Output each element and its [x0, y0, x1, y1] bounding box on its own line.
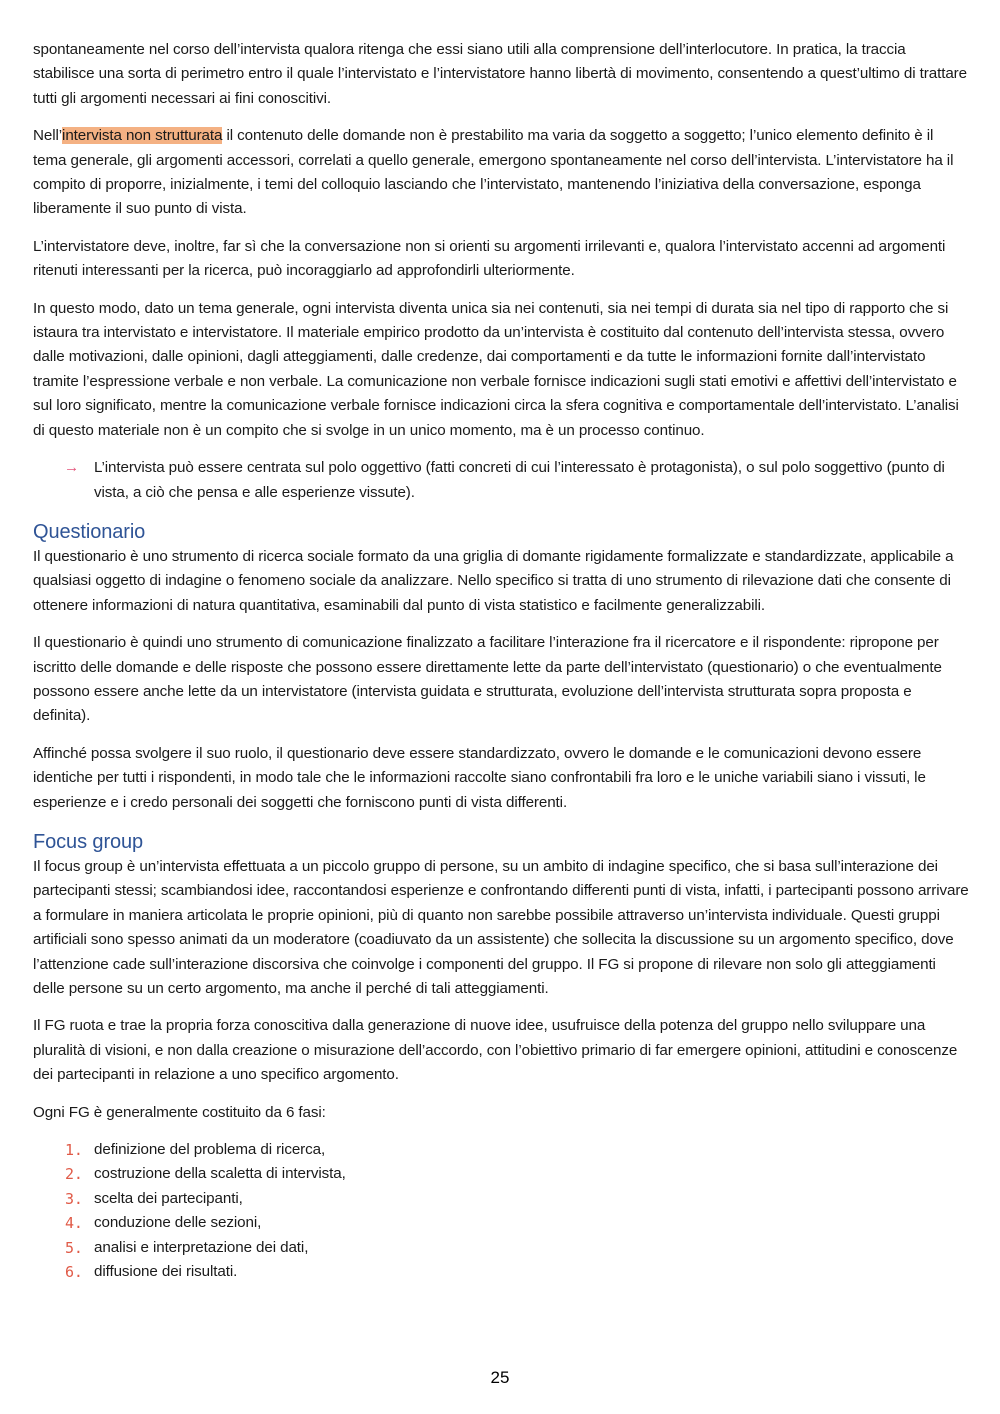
heading-focus-group: Focus group: [33, 830, 144, 853]
paragraph-tema-generale: In questo modo, dato un tema generale, ogni intervista diventa unica sia nei contenuti, sia nei tempi di durata sia nel tipo di rapporto che si istaura tra intervistato e intervistatore. Il materiale empirico prodotto da un’intervista è costituito dal contenuto dell’intervista stessa, ovvero dalle motivazioni, dalle opinioni, dagli atteggiamenti, dalle credenze, dai comportamenti e da tutte le informazioni fornite dall’intervistato tramite l’espressione verbale e non verbale. La comunicazione non verbale fornisce indicazioni sugli stati emotivi e affettivi dell’intervistato e sul loro significato, mentre la comunicazione verbale fornisce indicazioni circa la sfera cognitiva e comportamentale dell’intervistato. L’analisi di questo materiale non è un compito che si svolge in un unico momento, ma è un processo continuo.: [33, 299, 959, 439]
page-content: [33, 38, 969, 1284]
list-item: [33, 1162, 969, 1186]
list-item: [33, 1236, 969, 1260]
list-number: 1.: [65, 1141, 83, 1160]
page-number: 25: [490, 1368, 510, 1387]
list-item: [33, 1187, 969, 1211]
paragraph-traccia: spontaneamente nel corso dell’intervista qualora ritenga che essi siano utili alla comprensione dell’interlocutore. In pratica, la traccia stabilisce una sorta di perimetro entro il quale l’intervistato e l’intervistatore hanno libertà di movimento, consentendo a quest’ultimo di trattare tutti gli argomenti necessari ai fini conoscitivi.: [33, 41, 967, 107]
arrow-right-icon: →: [64, 459, 80, 477]
heading-questionario: Questionario: [33, 520, 146, 543]
list-item-text: analisi e interpretazione dei dati,: [94, 1238, 309, 1256]
arrow-bullet-text: L’intervista può essere centrata sul polo oggettivo (fatti concreti di cui l’interessato è protagonista), o sul polo soggettivo (punto di vista, a ciò che pensa e alle esperienze vissute).: [94, 459, 945, 501]
paragraph-intervistatore: L’intervistatore deve, inoltre, far sì che la conversazione non si orienti su argomenti irrilevanti e, qualora l’intervistato accenni ad argomenti ritenuti interessanti per la ricerca, può incoraggiarlo ad approfondirli ulteriormente.: [33, 237, 946, 280]
list-number: 6.: [65, 1263, 83, 1282]
list-item: [33, 1260, 969, 1284]
list-item-text: costruzione della scaletta di intervista,: [94, 1165, 346, 1183]
list-number: 2.: [65, 1165, 83, 1184]
text-run: Nell’: [33, 127, 63, 145]
list-item: [33, 1211, 969, 1235]
paragraph-questionario-2: Il questionario è quindi uno strumento di comunicazione finalizzato a facilitare l’interazione fra il ricercatore e il rispondente: ripropone per iscritto delle domande e delle risposte che possono essere direttamente lette da parte dell’intervistato (questionario) o che eventualmente possono essere anche lette da un intervistatore (intervista guidata e strutturata, evoluzione dell’intervista strutturata sopra proposta e definita).: [33, 634, 942, 725]
list-item-text: definizione del problema di ricerca,: [94, 1141, 326, 1159]
paragraph-intervista-non-strutturata: [33, 124, 969, 222]
list-item-text: scelta dei partecipanti,: [94, 1189, 243, 1207]
list-number: 3.: [65, 1189, 83, 1208]
paragraph-questionario-1: Il questionario è uno strumento di ricerca sociale formato da una griglia di domante rigidamente formalizzate e standardizzate, applicabile a qualsiasi oggetto di indagine o fenomeno sociale da analizzare. Nello specifico si tratta di uno strumento di rilevazione dati che consente di ottenere informazioni di natura quantitativa, esaminabili dal punto di vista statistico e facilmente generalizzabili.: [33, 547, 954, 614]
paragraph-focus-group-2: Il FG ruota e trae la propria forza conoscitiva dalla generazione di nuove idee, usufruisce della potenza del gruppo nello sviluppare una pluralità di visioni, e non dalla creazione o misurazione dell’accordo, con l’obiettivo primario di far emergere opinioni, attitudini e conoscenze dei partecipanti in relazione a uno specifico argomento.: [33, 1017, 958, 1084]
text-run: il contenuto delle domande non è prestabilito ma varia da soggetto a soggetto; l’unico elemento definito è il tema generale, gli argomenti accessori, correlati a quello generale, emergono spontaneamente nel corso dell’intervista. L’intervistatore ha il compito di proporre, inizialmente, i temi del colloquio lasciando che l’intervistato, mantenendo l’iniziativa della conversazione, esponga liberamente il suo punto di vista.: [33, 127, 954, 218]
list-number: 4.: [65, 1214, 83, 1233]
paragraph-questionario-3: Affinché possa svolgere il suo ruolo, il questionario deve essere standardizzato, ovvero le domande e le comunicazioni devono essere identiche per tutti i rispondenti, in modo tale che le informazioni raccolte siano confrontabili fra loro e le uniche variabili siano i vissuti, le esperienze e i credo personali dei soggetti che forniscono punti di vista differenti.: [33, 744, 926, 811]
list-item-text: conduzione delle sezioni,: [94, 1214, 262, 1232]
list-item-text: diffusione dei risultati.: [94, 1263, 238, 1281]
list-number: 5.: [65, 1238, 83, 1257]
fasi-list: [33, 1138, 969, 1284]
list-item: [33, 1138, 969, 1162]
paragraph-focus-group-3: Ogni FG è generalmente costituito da 6 fasi:: [33, 1103, 326, 1121]
paragraph-focus-group-1: Il focus group è un’intervista effettuata a un piccolo gruppo di persone, su un ambito di indagine specifico, che si basa sull’interazione dei partecipanti stessi; scambiandosi idee, raccontandosi esperienze e confrontando differenti punti di vista, infatti, i partecipanti possono arrivare a formulare in maniera articolata le proprie opinioni, più di quanto non sarebbe possibile attraverso un’intervista individuale. Questi gruppi artificiali sono spesso animati da un moderatore (coadiuvato da un assistente) che sollecita la discussione su un argomento specifico, dove l’attenzione cade sull’interazione discorsiva che coinvolge i componenti del gruppo. Il FG si propone di rilevare non solo gli atteggiamenti delle persone su un certo argomento, ma anche il perché di tali atteggiamenti.: [33, 857, 969, 997]
arrow-bullet-item: [33, 456, 969, 505]
highlighted-term: intervista non strutturata: [62, 127, 223, 145]
